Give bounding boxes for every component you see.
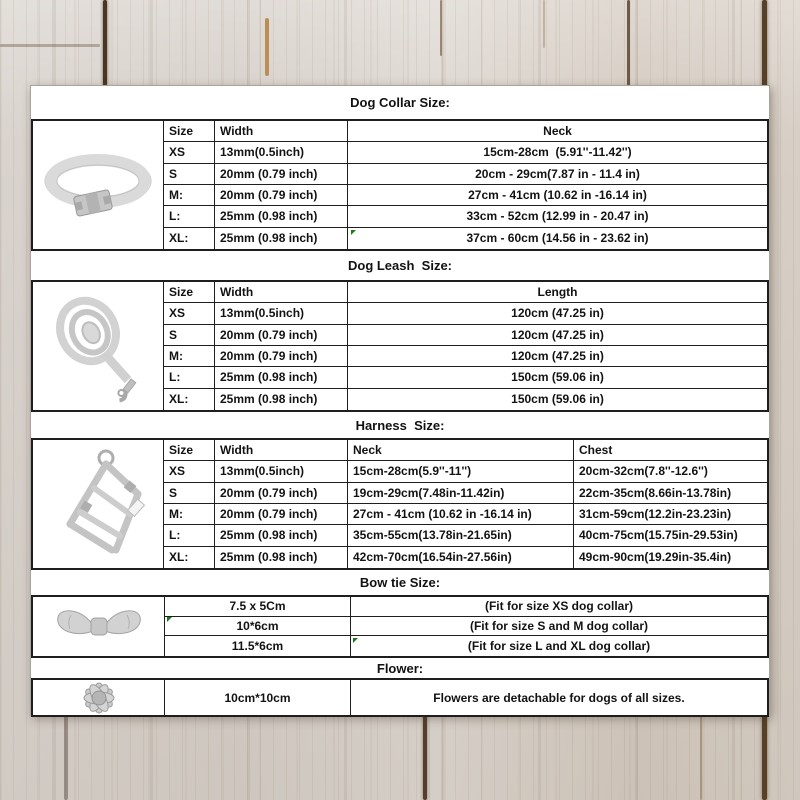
harness-header-width: Width	[215, 440, 348, 461]
flower-dimension: 10cm*10cm	[165, 680, 351, 715]
harness-chest: 22cm-35cm(8.66in-13.78in)	[574, 483, 767, 504]
flower-section-title: Flower:	[376, 660, 424, 676]
harness-width: 25mm (0.98 inch)	[215, 547, 348, 568]
flower-size-table	[31, 678, 769, 717]
leash-width: 25mm (0.98 inch)	[215, 389, 348, 410]
cell-flag-triangle-icon	[353, 638, 358, 643]
leash-size: S	[164, 325, 215, 346]
bowtie-size-table	[31, 595, 769, 658]
wood-plank-gap	[64, 714, 68, 800]
harness-size-table	[31, 438, 769, 570]
harness-neck: 27cm - 41cm (10.62 in -16.14 in)	[348, 504, 574, 525]
harness-size: S	[164, 483, 215, 504]
harness-width: 13mm(0.5inch)	[215, 461, 348, 482]
bowtie-fit: (Fit for size XS dog collar)	[351, 597, 767, 617]
dog-collar-photo	[33, 121, 164, 249]
leash-width: 20mm (0.79 inch)	[215, 346, 348, 367]
collar-section-title: Dog Collar Size:	[350, 95, 450, 110]
harness-width: 20mm (0.79 inch)	[215, 483, 348, 504]
harness-chest: 49cm-90cm(19.29in-35.4in)	[579, 550, 732, 565]
collar-width: 13mm(0.5inch)	[215, 142, 348, 163]
collar-neck: 15cm-28cm (5.91''-11.42'')	[348, 142, 767, 163]
harness-header-size: Size	[164, 440, 215, 461]
harness-neck: 15cm-28cm(5.9''-11'')	[348, 461, 574, 482]
leash-section-title: Dog Leash Size:	[347, 258, 453, 273]
harness-neck: 35cm-55cm(13.78in-21.65in)	[348, 525, 574, 546]
collar-neck: 20cm - 29cm(7.87 in - 11.4 in)	[348, 164, 767, 185]
harness-chest: 40cm-75cm(15.75in-29.53in)	[574, 525, 767, 546]
collar-header-width: Width	[215, 121, 348, 142]
leash-header-length: Length	[348, 282, 767, 303]
bowtie-dimension: 10*6cm	[165, 617, 351, 637]
leash-length: 120cm (47.25 in)	[348, 303, 767, 324]
dog-harness-photo	[33, 440, 164, 568]
leash-length: 120cm (47.25 in)	[348, 346, 767, 367]
wood-peel-spot	[265, 18, 269, 76]
collar-header-size: Size	[164, 121, 215, 142]
wood-crack	[440, 0, 442, 56]
dog-leash-photo	[33, 282, 164, 410]
collar-neck: 27cm - 41cm (10.62 in -16.14 in)	[348, 185, 767, 206]
leash-size: L:	[164, 367, 215, 388]
bowtie-fit: (Fit for size L and XL dog collar)	[467, 639, 651, 654]
leash-size: M:	[164, 346, 215, 367]
collar-size: M:	[164, 185, 215, 206]
harness-neck: 19cm-29cm(7.48in-11.42in)	[348, 483, 574, 504]
collar-size: L:	[164, 206, 215, 227]
cell-flag-triangle-icon	[167, 617, 172, 622]
bow-tie-photo	[33, 597, 165, 656]
collar-size-table	[31, 119, 769, 251]
harness-size: XS	[164, 461, 215, 482]
collar-width: 25mm (0.98 inch)	[215, 206, 348, 227]
leash-width: 13mm(0.5inch)	[215, 303, 348, 324]
harness-size: XL:	[164, 547, 215, 568]
harness-header-chest: Chest	[574, 440, 767, 461]
harness-chest: 20cm-32cm(7.8''-12.6'')	[574, 461, 767, 482]
collar-width: 25mm (0.98 inch)	[215, 228, 348, 249]
harness-size: L:	[164, 525, 215, 546]
leash-header-width: Width	[215, 282, 348, 303]
wood-seam	[0, 44, 100, 47]
wood-plank-gap	[627, 0, 630, 86]
flower-photo	[33, 680, 165, 715]
leash-size-table	[31, 280, 769, 412]
collar-header-neck: Neck	[348, 121, 767, 142]
leash-size: XL:	[164, 389, 215, 410]
leash-length: 120cm (47.25 in)	[348, 325, 767, 346]
flower-note: Flowers are detachable for dogs of all sizes.	[433, 690, 685, 705]
harness-width: 20mm (0.79 inch)	[215, 504, 348, 525]
bowtie-dimension: 7.5 x 5Cm	[165, 597, 351, 617]
harness-chest: 31cm-59cm(12.2in-23.23in)	[574, 504, 767, 525]
collar-neck: 33cm - 52cm (12.99 in - 20.47 in)	[348, 206, 767, 227]
leash-length: 150cm (59.06 in)	[511, 392, 604, 407]
bowtie-fit: (Fit for size S and M dog collar)	[351, 617, 767, 637]
harness-size: M:	[164, 504, 215, 525]
collar-size: S	[164, 164, 215, 185]
harness-section-title: Harness Size:	[355, 417, 445, 433]
collar-width: 20mm (0.79 inch)	[215, 185, 348, 206]
collar-size: XS	[164, 142, 215, 163]
bowtie-section-title: Bow tie Size:	[359, 575, 441, 590]
harness-header-neck: Neck	[348, 440, 574, 461]
wood-crack	[700, 714, 702, 800]
leash-header-size: Size	[164, 282, 215, 303]
collar-width: 20mm (0.79 inch)	[215, 164, 348, 185]
harness-width: 25mm (0.98 inch)	[215, 525, 348, 546]
cell-flag-triangle-icon	[351, 230, 356, 235]
wood-plank-gap	[103, 0, 107, 86]
wood-plank-gap	[423, 714, 427, 800]
leash-width: 25mm (0.98 inch)	[215, 367, 348, 388]
leash-size: XS	[164, 303, 215, 324]
harness-neck: 42cm-70cm(16.54in-27.56in)	[348, 547, 574, 568]
wood-crack	[543, 0, 545, 48]
leash-length: 150cm (59.06 in)	[348, 367, 767, 388]
collar-size: XL:	[164, 228, 215, 249]
leash-width: 20mm (0.79 inch)	[215, 325, 348, 346]
bowtie-dimension: 11.5*6cm	[165, 636, 351, 656]
collar-neck: 37cm - 60cm (14.56 in - 23.62 in)	[466, 231, 649, 246]
size-chart-panel	[30, 85, 770, 716]
